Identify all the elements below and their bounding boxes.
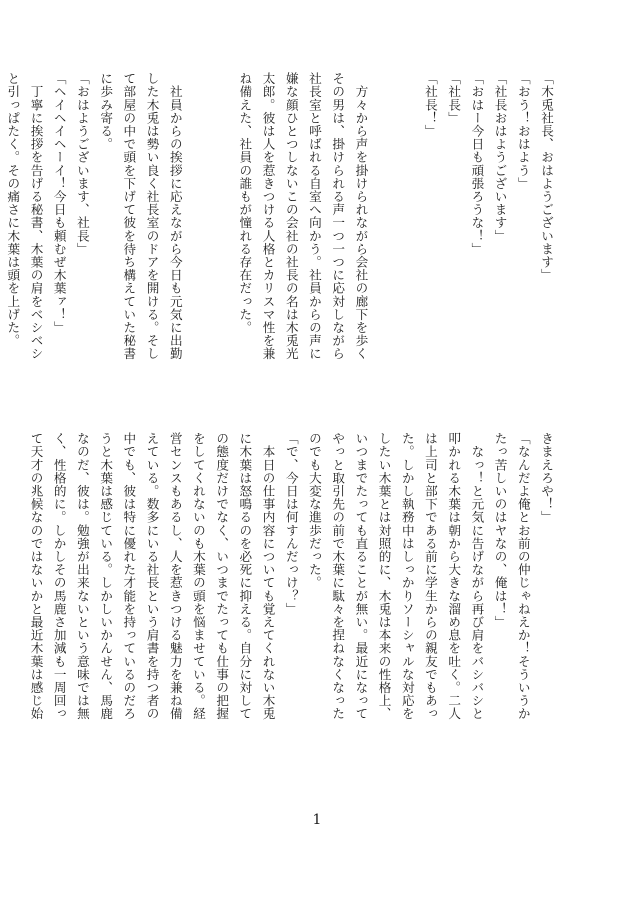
lower-text-block: きまえろや！」 「なんだよ俺とお前の仲じゃねえか！そういうか たっ苦しいのはヤなの、俺は！」 なっ！と元気に告げながら再び肩をバシバシと 叩かれる木葉は朝から大きな溜め息を吐く。二人 は上司と部下である前に学生からの親友でもあっ た。しかし執務中はしっかりソーシャルな対応を したい木葉とは対照的に、木兎は本来の性格上、 いつまでたっても直ることが無い。最近になって やっと取引先の前で木葉に駄々を捏ねなくなった のでも大変な進歩だった。 「で、今日は何すんだっけ？」 本日の仕事内容についても覚えてくれない木兎 に木葉は怒鳴るのを必死に抑える。自分に対して の態度だけでなく、いつまでたっても仕事の把握 をしてくれないのも木葉の頭を悩ませている。経 営センスもあるし、人を惹きつける魅力を兼ね備 えている。数多にいる社長という肩書を持つ者の 中でも、彼は特に優れた才能を持っているのだろ うと木葉は感じている。しかしいかんせん、馬鹿 なのだ、彼は。勉強が出来ないという意味では無 く、性格的に。しかしその馬鹿さ加減も一周回っ て天才の兆候なのではないかと最近木葉は感じ始 bbox=[28, 432, 554, 721]
upper-text-block: 「木兎社長、おはようございます」 「おう！おはよう」 「社長おはようございます」 「おはー今日も頑張ろうな！」 「社長」 「社長！」 方々から声を掛けられながら会社の廊下を歩く その男は、掛けられる声一つ一つに応対しながら 社長室と呼ばれる自室へ向かう。社員からの声に 嫌な顔ひとつしないこの会社の社長の名は木兎光 太郎。彼は人を惹きつける人格とカリスマ性を兼 ね備えた、社員の誰もが憧れる存在だった。 社員からの挨拶に応えながら今日も元気に出勤 した木兎は勢い良く社長室のドアを開ける。そし て部屋の中で頭を下げて彼を待ち構えていた秘書 に歩み寄る。 「おはようございます、社長」 「ヘイヘイヘーイ！今日も頼むぜ木葉ァ！」 丁寧に挨拶を告げる秘書、木葉の肩をベシベシ と引っぱたく。その痛さに木葉は頭を上げた。 bbox=[5, 72, 554, 361]
page-number: 1 bbox=[312, 812, 322, 828]
